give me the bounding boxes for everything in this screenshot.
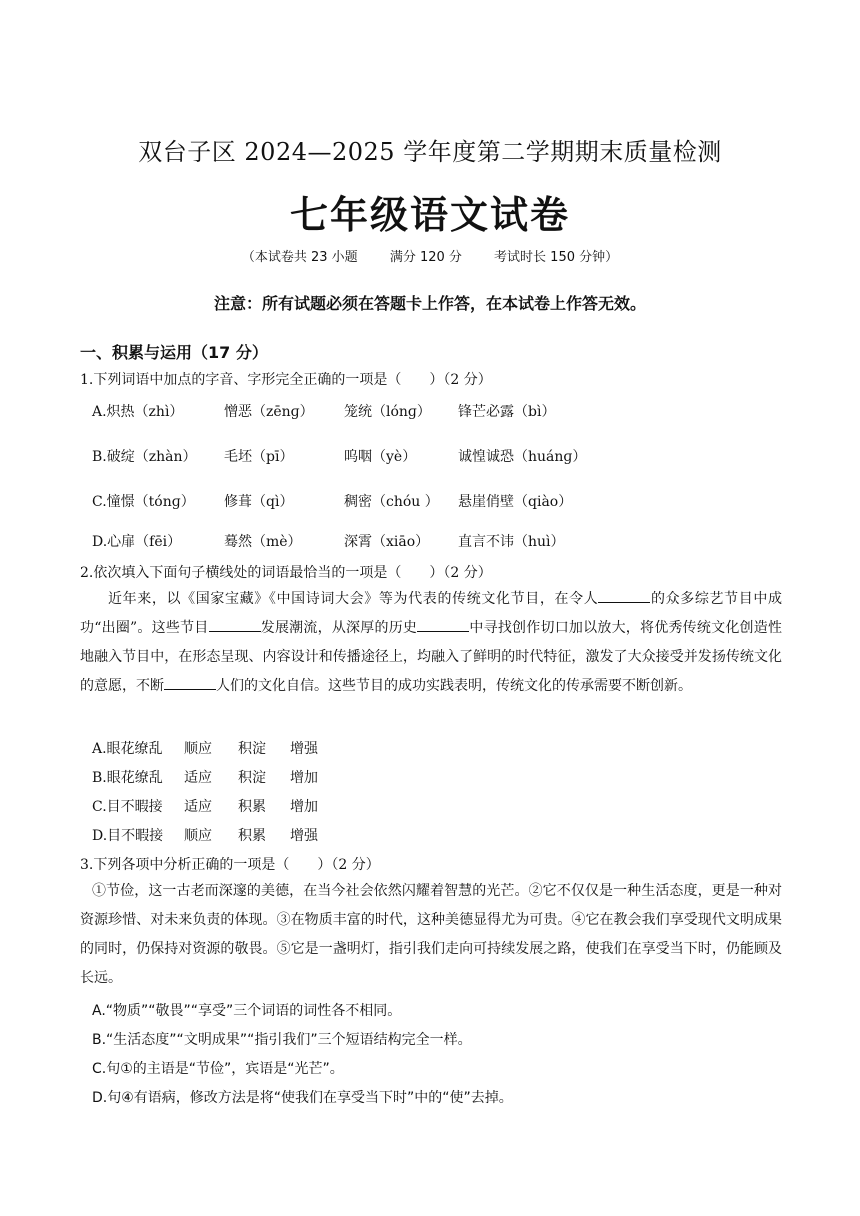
q2-passage	[80, 585, 782, 701]
q2-passage-text: 发展潮流，从深厚的历史	[260, 620, 418, 636]
q2-passage-text: 中寻找创作切口加以放大，将优秀传统文化创造性地融入节目中，在形态呈现、内容设计和传播途径上，均融入了鲜明的时代特征，激发了大众接受并发扬传统文化的意愿，不断	[80, 620, 782, 694]
q2-choice-cell: 增强	[290, 828, 318, 844]
q3-option-b: B.“生活态度”“文明成果”“指引我们”三个短语结构完全一样。	[92, 1032, 472, 1048]
fill-blank	[164, 675, 216, 690]
fill-blank	[209, 617, 261, 632]
section-heading: 一、积累与运用（17 分）	[80, 343, 268, 362]
q1-option-cell: 直言不讳（huì）	[458, 534, 565, 550]
info-score: 满分 120 分	[389, 250, 462, 265]
fill-blank	[598, 588, 650, 603]
exam-info	[0, 246, 860, 265]
q1-option-cell: 锋芒必露（bì）	[458, 404, 556, 420]
q2-stem: 2.依次填入下面句子横线处的词语最恰当的一项是（ ）（2 分）	[80, 565, 492, 581]
q2-choice-cell: B.眼花缭乱	[92, 770, 163, 786]
q1-option-cell: 蓦然（mè）	[224, 534, 302, 550]
info-questions: （本试卷共 23 小题	[241, 250, 358, 265]
q2-choice-cell: 适应	[184, 799, 212, 815]
q1-option-cell: 修葺（qì）	[224, 494, 294, 510]
q1-option-cell: 毛坯（pī）	[224, 449, 294, 465]
q2-choice-cell: 积累	[238, 799, 266, 815]
q1-option-cell: D.心扉（fēi）	[92, 534, 182, 550]
q2-choice-cell: D.目不暇接	[92, 828, 164, 844]
fill-blank	[417, 617, 469, 632]
q2-choice-cell: 增强	[290, 741, 318, 757]
q3-stem: 3.下列各项中分析正确的一项是（ ）（2 分）	[80, 857, 380, 873]
q3-passage: ①节俭，这一古老而深邃的美德，在当今社会依然闪耀着智慧的光芒。②它不仅仅是一种生活态度，更是一种对资源珍惜、对未来负责的体现。③在物质丰富的时代，这种美德显得尤为可贵。④它在教会我们享受现代文明成果的同时，仍保持对资源的敬畏。⑤它是一盏明灯，指引我们走向可持续发展之路，使我们在享受当下时，仍能顾及长远。	[80, 883, 782, 986]
q2-passage-text: 的众多综艺节目中成功“出圈”。这些节目	[80, 591, 783, 636]
q1-option-cell: B.破绽（zhàn）	[92, 449, 197, 465]
q2-passage-text: 近年来，以《国家宝藏》《中国诗词大会》等为代表的传统文化节目，在令人	[108, 591, 599, 607]
q2-choice-cell: 积淀	[238, 741, 266, 757]
q2-choice-cell: 顺应	[184, 741, 212, 757]
q1-option-cell: 悬崖俏壁（qiào）	[458, 494, 573, 510]
info-time: 考试时长 150 分钟）	[494, 250, 619, 265]
q1-option-cell: 憎恶（zēnɡ）	[224, 404, 314, 420]
q2-choice-cell: 积淀	[238, 770, 266, 786]
q1-option-cell: 诚惶诚恐（huánɡ）	[458, 449, 587, 465]
q1-option-cell: 稠密（chóu ）	[344, 494, 439, 510]
q2-choice-cell: A.眼花缭乱	[92, 741, 163, 757]
exam-notice: 注意：所有试题必须在答题卡上作答，在本试卷上作答无效。	[213, 294, 646, 313]
q1-stem: 1.下列词语中加点的字音、字形完全正确的一项是（ ）（2 分）	[80, 372, 492, 388]
q1-option-cell: 深霄（xiāo）	[344, 534, 430, 550]
q3-option-c: C.句①的主语是“节俭”，宾语是“光芒”。	[92, 1061, 344, 1077]
q2-choice-cell: C.目不暇接	[92, 799, 163, 815]
q2-choice-cell: 适应	[184, 770, 212, 786]
q3-option-d: D.句④有语病，修改方法是将“使我们在享受当下时”中的“使”去掉。	[92, 1090, 513, 1106]
exam-title-line2: 七年级语文试卷	[289, 192, 570, 237]
q2-choice-cell: 顺应	[184, 828, 212, 844]
exam-title-line1: 双台子区 2024—2025 学年度第二学期期末质量检测	[138, 138, 722, 166]
q1-option-cell: C.憧憬（tónɡ）	[92, 494, 195, 510]
q3-option-a: A.“物质”“敬畏”“享受”三个词语的词性各不相同。	[92, 1003, 402, 1019]
q2-passage-text: 人们的文化自信。这些节目的成功实践表明，传统文化的传承需要不断创新。	[216, 678, 692, 694]
q2-choice-cell: 积累	[238, 828, 266, 844]
q2-choice-cell: 增加	[290, 799, 318, 815]
q2-choice-cell: 增加	[290, 770, 318, 786]
q1-option-cell: 呜咽（yè）	[344, 449, 417, 465]
q1-option-cell: A.炽热（zhì）	[92, 404, 184, 420]
q1-option-cell: 笼统（lónɡ）	[344, 404, 431, 420]
